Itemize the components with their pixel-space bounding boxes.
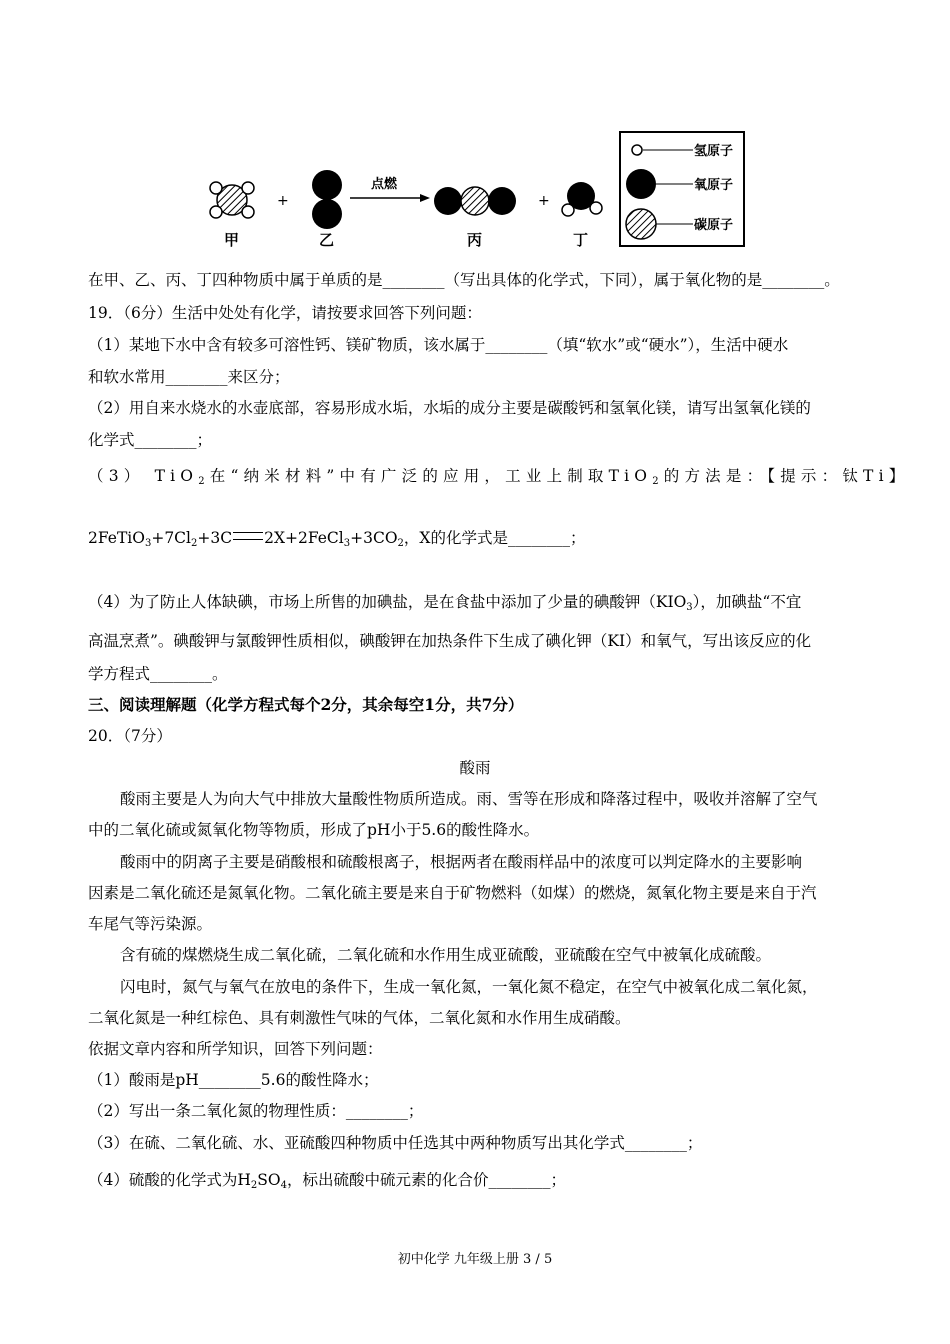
q19-part4-line3: 学方程式________。 xyxy=(88,665,228,683)
arrow-label: 点燃 xyxy=(371,177,398,192)
molecule-reaction-diagram xyxy=(200,128,760,250)
molecule-bing xyxy=(434,187,516,215)
molecule-jia xyxy=(210,182,254,218)
atom-legend xyxy=(620,132,744,246)
legend-hydrogen: 氢原子 xyxy=(694,144,734,159)
q19-part2-line2: 化学式________； xyxy=(88,431,213,449)
q19-part3-equation: $2FeTiO_3+7Cl_2+3C$ $2X+2FeCl_3+3CO_2$，X的化学式是________； xyxy=(88,529,586,549)
article-para2-line3: 车尾气等污染源。 xyxy=(88,915,213,933)
legend-oxygen: 氧原子 xyxy=(694,178,734,193)
equals-sign xyxy=(233,532,263,540)
label-jia: 甲 xyxy=(224,231,240,249)
arrow-head-icon xyxy=(420,194,430,202)
article-para4-line2: 二氧化氮是一种红棕色、具有刺激性气味的气体，二氧化氮和水作用生成硝酸。 xyxy=(88,1009,631,1027)
section-3-heading: 三、阅读理解题（化学方程式每个2分，其余每空1分，共7分） xyxy=(88,695,524,714)
article-para2-line2: 因素是二氧化硫还是氮氧化物。二氧化硫主要是来自于矿物燃料（如煤）的燃烧，氮氧化物主要是来自于汽 xyxy=(88,884,817,902)
q18-question-line: 在甲、乙、丙、丁四种物质中属于单质的是________（写出具体的化学式，下同），属于氧化物的是________。 xyxy=(88,271,840,289)
q19-part1-line2: 和软水常用________来区分； xyxy=(88,368,290,386)
q19-header: 19．（6分）生活中处处有化学，请按要求回答下列问题： xyxy=(88,304,482,322)
plus-sign-1: + xyxy=(277,193,289,209)
article-para1-line1: 酸雨主要是人为向大气中排放大量酸性物质所造成。雨、雪等在形成和降落过程中，吸收并溶解了空气 xyxy=(120,790,818,808)
q20-sub3: （3）在硫、二氧化硫、水、亚硫酸四种物质中任选其中两种物质写出其化学式________； xyxy=(88,1134,703,1152)
q20-sub4: （4）硫酸的化学式为$H_2SO_4$，标出硫酸中硫元素的化合价________； xyxy=(88,1171,566,1191)
article-title: 酸雨 xyxy=(459,759,491,777)
q19-part3-line1: （3） TiO$_2$在“纳米材料”中有广泛的应用，工业上制取TiO$_2$的方法是：【提示：钛Ti】 xyxy=(88,467,910,487)
article-para4-line1: 闪电时，氮气与氧气在放电的条件下，生成一氧化氮，一氧化氮不稳定，在空气中被氧化成二氧化氮， xyxy=(120,978,818,996)
article-para3: 含有硫的煤燃烧生成二氧化硫，二氧化硫和水作用生成亚硫酸，亚硫酸在空气中被氧化成硫酸。 xyxy=(120,946,772,964)
article-para2-line1: 酸雨中的阴离子主要是硝酸根和硫酸根离子，根据两者在酸雨样品中的浓度可以判定降水的主要影响 xyxy=(120,853,803,871)
q20-prompt: 依据文章内容和所学知识，回答下列问题： xyxy=(88,1040,383,1058)
q20-sub2: （2）写出一条二氧化氮的物理性质：________； xyxy=(88,1102,424,1120)
q19-part4-line1: （4）为了防止人体缺碘，市场上所售的加碘盐，是在食盐中添加了少量的碘酸钾$(KIO_3)$，加碘盐“不宜 xyxy=(88,593,802,613)
q20-sub1: （1）酸雨是pH________5.6的酸性降水； xyxy=(88,1071,379,1089)
legend-carbon: 碳原子 xyxy=(694,218,734,233)
article-para1-line2: 中的二氧化硫或氮氧化物等物质，形成了pH小于5.6的酸性降水。 xyxy=(88,821,540,839)
q19-part1-line1: （1）某地下水中含有较多可溶性钙、镁矿物质，该水属于________（填“软水”或“硬水”），生活中硬水 xyxy=(88,336,789,354)
page-footer: 初中化学 九年级上册 3 / 5 xyxy=(397,1252,553,1267)
label-ding: 丁 xyxy=(573,231,589,249)
label-yi: 乙 xyxy=(319,231,335,249)
molecule-ding xyxy=(562,182,602,216)
molecule-yi xyxy=(312,170,342,229)
q19-part2-line1: （2）用自来水烧水的水壶底部，容易形成水垢，水垢的成分主要是碳酸钙和氢氧化镁，请写出氢氧化镁的 xyxy=(88,399,811,417)
q19-part4-line2: 高温烹煮”。碘酸钾与氯酸钾性质相似，碘酸钾在加热条件下生成了碘化钾（KI）和氧气，写出该反应的化 xyxy=(88,632,812,650)
label-bing: 丙 xyxy=(467,231,483,249)
plus-sign-2: + xyxy=(538,193,550,209)
q20-header: 20．（7分） xyxy=(88,727,172,745)
